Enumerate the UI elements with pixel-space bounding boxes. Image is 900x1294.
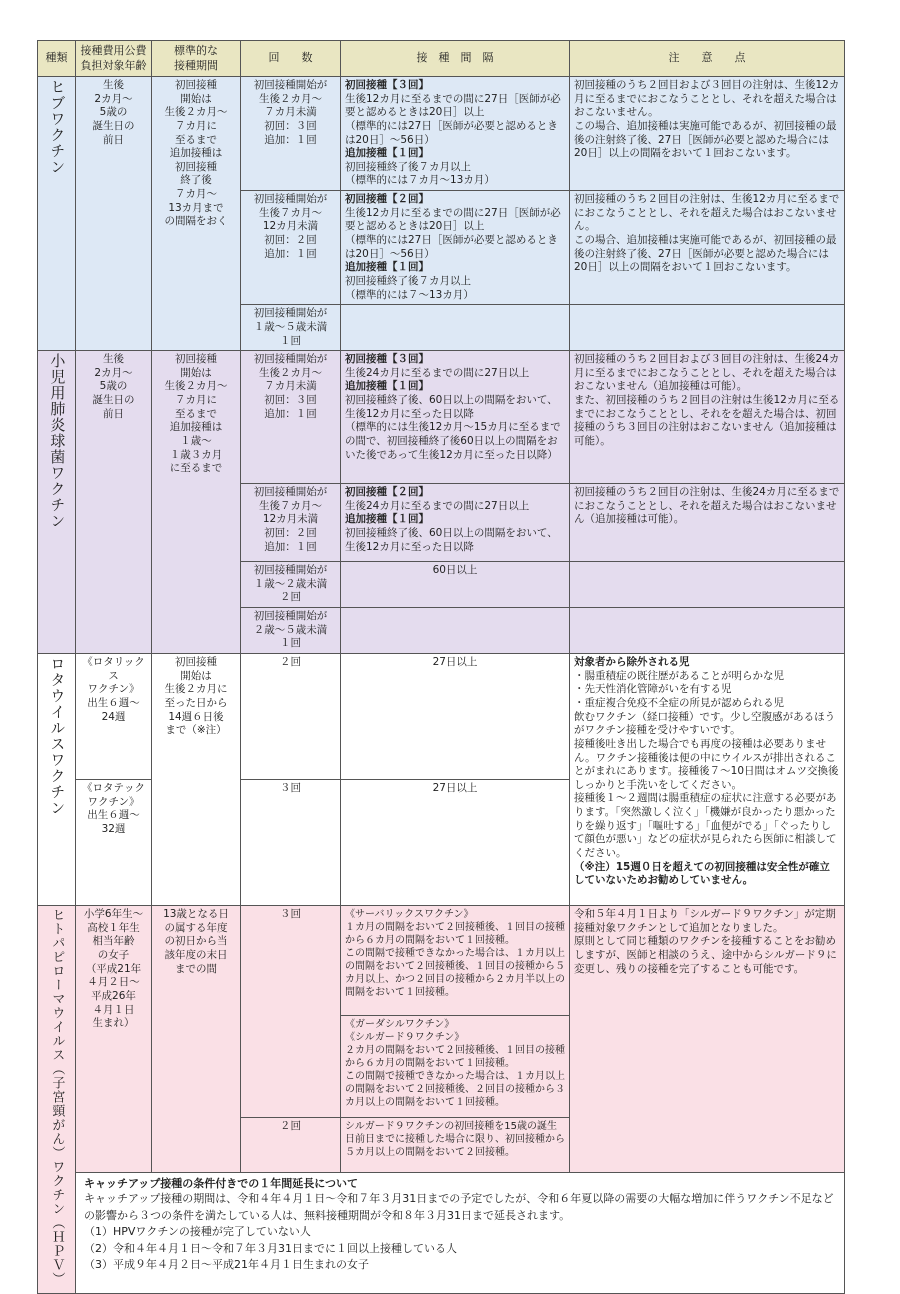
pneu-count-4: 初回接種開始が ２歳〜５歳未満 １回 [241, 608, 341, 654]
interval-heading: 追加接種【１回】 [345, 380, 429, 393]
rota-period: 初回接種 開始は 生後２カ月に 至った日から 14週６日後 まで（※注） [152, 654, 241, 906]
header-type: 種類 [38, 41, 76, 77]
rota-count-2: ３回 [241, 780, 341, 906]
interval-heading: 初回接種【３回】 [345, 79, 429, 91]
interval-heading: 追加接種【１回】 [345, 513, 429, 526]
interval-text: 初回接種終了後７カ月以上 （標準的には７カ月〜13カ月） [345, 160, 495, 187]
interval-text: 生後24カ月に至るまでの間に27日以上 [345, 366, 530, 379]
vaccine-name-hib: ヒブワクチン [48, 79, 67, 175]
catchup-condition-1: （1）HPVワクチンの接種が完了していない人 [84, 1225, 311, 1239]
pneu-note-4-empty [570, 608, 845, 654]
pneu-period: 初回接種 開始は 生後２カ月〜 ７カ月に 至るまで 追加接種は １歳〜 １歳３カ月 に至るまで [152, 351, 241, 654]
header-interval: 接 種 間 隔 [341, 41, 570, 77]
rota-notes [570, 654, 845, 906]
vaccine-name-cell [38, 906, 76, 1294]
header-notes: 注 意 点 [570, 41, 845, 77]
rota-age-2: 《ロタテック ワクチン》 出生６週〜 32週 [76, 780, 152, 906]
pneu-note-3-empty [570, 562, 845, 608]
header-row [38, 41, 845, 77]
hib-count-3: 初回接種開始が １歳〜５歳未満 １回 [241, 305, 341, 351]
rota-note-warning: （※注）15週０日を超えての初回接種は安全性が確立していないためお勧めしていません。 [574, 860, 830, 887]
vaccine-schedule-table [37, 40, 845, 1294]
table-row [38, 654, 845, 780]
rota-interval-2: 27日以上 [341, 780, 570, 906]
pneu-count-2: 初回接種開始が 生後７カ月〜 12カ月未満 初回：２回 追加：１回 [241, 484, 341, 562]
hib-note-2: 初回接種のうち２回目の注射は、生後12カ月に至るまでにおこなうこととし、それを超えた場合はおこないません。 この場合、追加接種は実施可能であるが、初回接種の最後の注射終了後、27日［医師が必要と認めた場合には20日］以上の間隔をおいて１回おこないます。 [570, 191, 845, 305]
pneu-age: 生後 2カ月〜 5歳の 誕生日の 前日 [76, 351, 152, 654]
hpv-count-2: ２回 [241, 1117, 341, 1172]
catchup-condition-2: （2）令和４年４月１日〜令和７年３月31日までに１回以上接種している人 [84, 1241, 457, 1255]
pneu-note-2: 初回接種のうち２回目の注射は、生後24カ月に至るまでにおこなうこととし、それを超えた場合はおこないません（追加接種は可能）。 [570, 484, 845, 562]
hpv-interval-2: 《ガーダシルワクチン》 《シルガード９ワクチン》 ２カ月の間隔をおいて２回接種後、１回目の接種から６カ月の間隔をおいて１回接種。 この間隔で接種できなかった場合は、１カ月以上の間隔をおいて２回接種後、２回目の接種から３カ月以上の間隔をおいて１回接種。 [341, 1016, 570, 1118]
hib-interval-2 [341, 191, 570, 305]
vaccine-name-cell [38, 654, 76, 906]
catchup-title: キャッチアップ接種の条件付きでの１年間延長について [84, 1176, 359, 1190]
hpv-interval-3: シルガード９ワクチンの初回接種を15歳の誕生日前日までに接種した場合に限り、初回接種から５カ月以上の間隔をおいて２回接種。 [341, 1117, 570, 1172]
hpv-catchup-section [76, 1172, 845, 1293]
table-row [38, 1172, 845, 1293]
pneu-interval-2 [341, 484, 570, 562]
table-row [38, 906, 845, 1016]
vaccine-name-hpv: ヒトパピローマウイルス（子宮頸がん）ワクチン（ＨＰＶ） [49, 908, 65, 1287]
pneu-interval-3: 60日以上 [341, 562, 570, 608]
vaccine-name-cell [38, 77, 76, 351]
hpv-count-1: ３回 [241, 906, 341, 1118]
hib-interval-1 [341, 77, 570, 191]
interval-heading: 初回接種【３回】 [345, 353, 429, 366]
interval-heading: 初回接種【２回】 [345, 193, 429, 206]
hib-count-2: 初回接種開始が 生後７カ月〜 12カ月未満 初回：２回 追加：１回 [241, 191, 341, 305]
vaccine-name-rotavirus: ロタウイルスワクチン [48, 656, 67, 817]
pneu-count-1: 初回接種開始が 生後２カ月〜 ７カ月未満 初回：３回 追加：１回 [241, 351, 341, 484]
rota-note-body: 飲むワクチン（経口接種）です。少し空腹感があるほうがワクチン接種を受けやすいです。 接種後吐き出した場合でも再度の接種は必要ありません。ワクチン接種後は便の中にウイルスが排出されることがまれにあります。接種後７〜10日間はオムツ交換後しっかりと手洗いをしてください。 接種後１〜２週間は腸重積症の症状に注意する必要があります。「突然激しく泣く」「機嫌が良かったり悪かったりを繰り返す」「嘔吐する」「血便がでる」「ぐったりして顔色が悪い」などの症状が見られたら医師に相談してください。 [574, 710, 839, 859]
interval-text: 初回接種終了後、60日以上の間隔をおいて、生後12カ月に至った日以降 [345, 527, 558, 553]
pneu-note-1: 初回接種のうち２回目および３回目の注射は、生後24カ月に至るまでにおこなうこととし、それを超えた場合はおこないません（追加接種は可能）。 また、初回接種のうち２回目の注射は生後12カ月に至るまでにおこなうこととし、それをを超えた場合は、初回接種のうち３回目の注射はおこないません（追加接種は可能）。 [570, 351, 845, 484]
interval-heading: 追加接種【１回】 [345, 147, 429, 160]
interval-text: 初回接種終了後、60日以上の間隔をおいて、生後12カ月に至った日以降 （標準的には生後12カ月〜15カ月に至るまでの間で、初回接種終了後60日以上の間隔をおいた後であって生後12カ月に至った日以降） [345, 394, 561, 461]
vaccine-name-cell [38, 351, 76, 654]
header-age: 接種費用公費 負担対象年齢 [76, 41, 152, 77]
hib-count-1: 初回接種開始が 生後２カ月〜 ７カ月未満 初回：３回 追加：１回 [241, 77, 341, 191]
table-row [38, 351, 845, 484]
rota-age-1: 《ロタリックス ワクチン》 出生６週〜 24週 [76, 654, 152, 780]
rota-count-1: ２回 [241, 654, 341, 780]
hpv-age: 小学6年生〜 高校１年生 相当年齢 の女子 （平成21年 ４月２日〜 平成26年 ４月１日 生まれ） [76, 906, 152, 1173]
interval-text: 生後12カ月に至るまでの間に27日［医師が必要と認めるときは20日］以上 （標準的には27日［医師が必要と認めるときは20日］〜56日） [345, 92, 561, 146]
hib-period: 初回接種 開始は 生後２カ月〜 ７カ月に 至るまで 追加接種は 初回接種 終了後 ７カ月〜 13カ月まで の間隔をおく [152, 77, 241, 351]
rota-interval-1: 27日以上 [341, 654, 570, 780]
interval-heading: 追加接種【１回】 [345, 261, 429, 274]
interval-text: 生後12カ月に至るまでの間に27日［医師が必要と認めるときは20日］以上 （標準的には27日［医師が必要と認めるときは20日］〜56日） [345, 206, 561, 260]
hib-note-3-empty [570, 305, 845, 351]
header-count: 回 数 [241, 41, 341, 77]
pneu-count-3: 初回接種開始が １歳〜２歳未満 ２回 [241, 562, 341, 608]
hpv-interval-1: 《サーバリックスワクチン》 １カ月の間隔をおいて２回接種後、１回目の接種から６カ月の間隔をおいて１回接種。 この間隔で接種できなかった場合は、１カ月以上の間隔をおいて２回接種後、１回目の接種から５カ月以上、かつ２回目の接種から２カ月半以上の間隔をおいて１回接種。 [341, 906, 570, 1016]
rota-note-title: 対象者から除外される児 [574, 656, 690, 669]
table-row [38, 77, 845, 191]
catchup-condition-3: （3）平成９年４月２日〜平成21年４月１日生まれの女子 [84, 1258, 369, 1272]
interval-text: 初回接種終了後７カ月以上 （標準的には７〜13カ月） [345, 274, 474, 301]
hib-age: 生後 2カ月〜 5歳の 誕生日の 前日 [76, 77, 152, 351]
hpv-note: 令和５年４月１日より「シルガード９ワクチン」が定期接種対象ワクチンとして追加となりました。 原則として同じ種類のワクチンを接種することをお勧めしますが、医師と相談のうえ、途中からシルガード９に変更し、残りの接種を完了することも可能です。 [570, 906, 845, 1173]
hib-note-1: 初回接種のうち２回目および３回目の注射は、生後12カ月に至るまでにおこなうこととし、それを超えた場合はおこないません。 この場合、追加接種は実施可能であるが、初回接種の最後の注射終了後、27日［医師が必要と認めた場合には20日］以上の間隔をおいて１回おこないます。 [570, 77, 845, 191]
rota-note-list: ・腸重積症の既往歴があることが明らかな児 ・先天性消化管障がいを有する児 ・重症複合免疫不全症の所見が認められる児 [574, 669, 784, 709]
pneu-interval-4-empty [341, 608, 570, 654]
pneu-interval-1 [341, 351, 570, 484]
hpv-period: 13歳となる日 の属する年度 の初日から当 該年度の末日 までの間 [152, 906, 241, 1173]
hib-interval-3-empty [341, 305, 570, 351]
interval-heading: 初回接種【２回】 [345, 486, 429, 499]
interval-text: 生後24カ月に至るまでの間に27日以上 [345, 499, 530, 512]
header-period: 標準的な 接種期間 [152, 41, 241, 77]
catchup-body: キャッチアップ接種の期間は、令和４年４月１日〜令和７年３月31日までの予定でしたが、令和６年夏以降の需要の大幅な増加に伴うワクチン不足などの影響から３つの条件を満たしている人は、無料接種期間が令和８年３月31日まで延長されます。 [84, 1192, 834, 1222]
vaccine-name-pneumococcal: 小児用肺炎球菌ワクチン [48, 353, 67, 530]
